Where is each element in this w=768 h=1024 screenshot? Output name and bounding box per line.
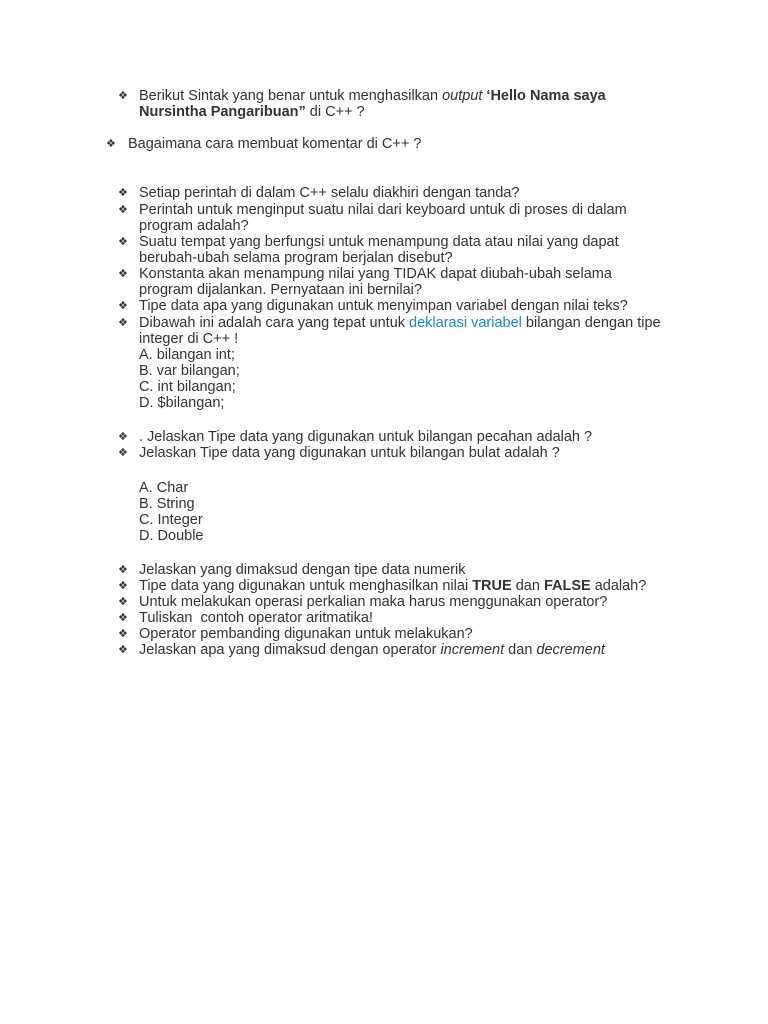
- question-text: Berikut Sintak yang benar untuk menghasilkan output ‘Hello Nama saya Nursintha Pangaribuan” di C++ ?: [139, 88, 606, 120]
- option-b: B. var bilangan;: [139, 363, 240, 379]
- question-text: Konstanta akan menampung nilai yang TIDAK dapat diubah-ubah selama program dijalankan. Pernyataan ini bernilai?: [139, 266, 612, 298]
- question-text: Tuliskan contoh operator aritmatika!: [139, 610, 373, 626]
- option-b: B. String: [139, 496, 195, 512]
- diamond-bullet-icon: ❖: [118, 300, 128, 312]
- question-text: Jelaskan yang dimaksud dengan tipe data numerik: [139, 562, 466, 578]
- question-text: Dibawah ini adalah cara yang tepat untuk deklarasi variabel bilangan dengan tipe integer di C++ ! A. bilangan int; B. var bilangan; C. int bilangan; D. $bilangan;: [139, 315, 739, 411]
- question-text: Untuk melakukan operasi perkalian maka harus menggunakan operator?: [139, 594, 608, 610]
- diamond-bullet-icon: ❖: [118, 204, 128, 216]
- diamond-bullet-icon: ❖: [118, 447, 128, 459]
- option-a: A. Char: [139, 480, 189, 496]
- diamond-bullet-icon: ❖: [118, 644, 128, 656]
- diamond-bullet-icon: ❖: [118, 431, 128, 443]
- option-c: C. Integer: [139, 512, 203, 528]
- deklarasi-variabel-link[interactable]: deklarasi variabel: [409, 315, 522, 331]
- diamond-bullet-icon: ❖: [118, 580, 128, 592]
- question-text: Jelaskan apa yang dimaksud dengan operator increment dan decrement: [139, 642, 605, 658]
- option-a: A. bilangan int;: [139, 347, 235, 363]
- question-text: Tipe data yang digunakan untuk menghasilkan nilai TRUE dan FALSE adalah?: [139, 578, 647, 594]
- option-d: D. $bilangan;: [139, 395, 225, 411]
- question-text: Operator pembanding digunakan untuk melakukan?: [139, 626, 473, 642]
- diamond-bullet-icon: ❖: [118, 187, 128, 199]
- question-text: . Jelaskan Tipe data yang digunakan untuk bilangan pecahan adalah ?: [139, 429, 593, 445]
- option-list: [139, 480, 439, 544]
- diamond-bullet-icon: ❖: [106, 138, 116, 150]
- option-d: D. Double: [139, 528, 204, 544]
- question-text: Setiap perintah di dalam C++ selalu diakhiri dengan tanda?: [139, 185, 520, 201]
- question-text: Suatu tempat yang berfungsi untuk menampung data atau nilai yang dapat berubah-ubah selama program berjalan disebut?: [139, 234, 619, 266]
- question-text: Perintah untuk menginput suatu nilai dari keyboard untuk di proses di dalam program adalah?: [139, 202, 627, 234]
- diamond-bullet-icon: ❖: [118, 268, 128, 280]
- diamond-bullet-icon: ❖: [118, 317, 128, 329]
- diamond-bullet-icon: ❖: [118, 236, 128, 248]
- question-text: Jelaskan Tipe data yang digunakan untuk bilangan bulat adalah ?: [139, 445, 560, 461]
- question-text: Bagaimana cara membuat komentar di C++ ?: [128, 136, 422, 152]
- option-c: C. int bilangan;: [139, 379, 236, 395]
- diamond-bullet-icon: ❖: [118, 612, 128, 624]
- diamond-bullet-icon: ❖: [118, 90, 128, 102]
- question-text: Tipe data apa yang digunakan untuk menyimpan variabel dengan nilai teks?: [139, 298, 628, 314]
- diamond-bullet-icon: ❖: [118, 596, 128, 608]
- diamond-bullet-icon: ❖: [118, 628, 128, 640]
- diamond-bullet-icon: ❖: [118, 564, 128, 576]
